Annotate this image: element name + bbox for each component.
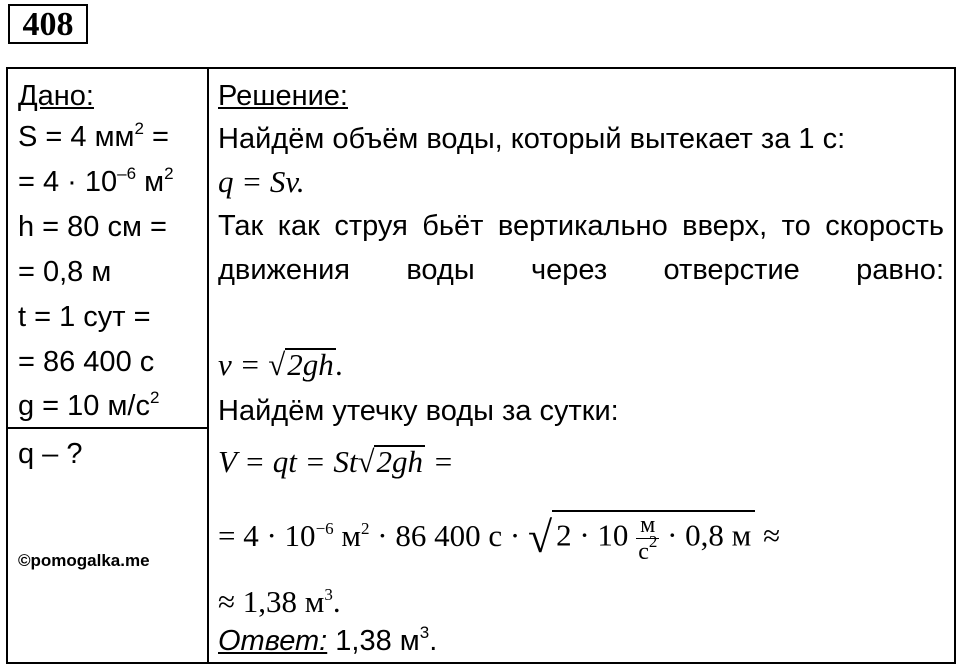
solution-line-3: Найдём утечку воды за сутки:: [218, 395, 619, 427]
problem-number: 408: [8, 4, 88, 44]
given-line-s: S = 4 $мм^2$ =: [18, 119, 169, 153]
find-quantity: q – ?: [18, 438, 83, 470]
formula-q: q = Sv.: [218, 164, 305, 199]
answer-label: Ответ:: [218, 625, 328, 657]
given-line-t-si: = 86 400 с: [18, 346, 155, 378]
given-line-t: t = 1 сут =: [18, 301, 151, 333]
formula-volume: V = qt = St√2gh =: [218, 444, 454, 479]
given-line-h: h = 80 см =: [18, 211, 167, 243]
answer-value: 1,38 м: [327, 625, 420, 657]
given-line-h-si: = 0,8 м: [18, 256, 112, 288]
given-header: Дано:: [18, 80, 94, 112]
formula-numeric: = $4 \cdot 10^{-6}$ $м^2 \cdot 86$ 400 с · √ 2 · 10 м $с^2$ · 0,8 м ≈: [218, 512, 781, 566]
watermark: ©pomogalka.me: [18, 551, 150, 570]
formula-result: ≈ 1,38 $м^3$.: [218, 584, 341, 619]
solution-line-1: Найдём объём воды, который вытекает за 1 с:: [218, 123, 846, 155]
formula-v: v = √2gh.: [218, 347, 344, 382]
column-divider: [207, 67, 209, 664]
given-line-s-si: = $4 \cdot 10^{-6}$ $м^2$: [18, 164, 174, 198]
solution-header: Решение:: [218, 80, 348, 112]
given-line-g: g = 10 $м/с^2$: [18, 388, 160, 422]
answer-line: Ответ: 1,38 $м^3$.: [218, 623, 438, 657]
solution-paragraph-2: Так как струя бьёт вертикально вверх, то скорость движения воды через отверстие равно:: [218, 210, 944, 286]
